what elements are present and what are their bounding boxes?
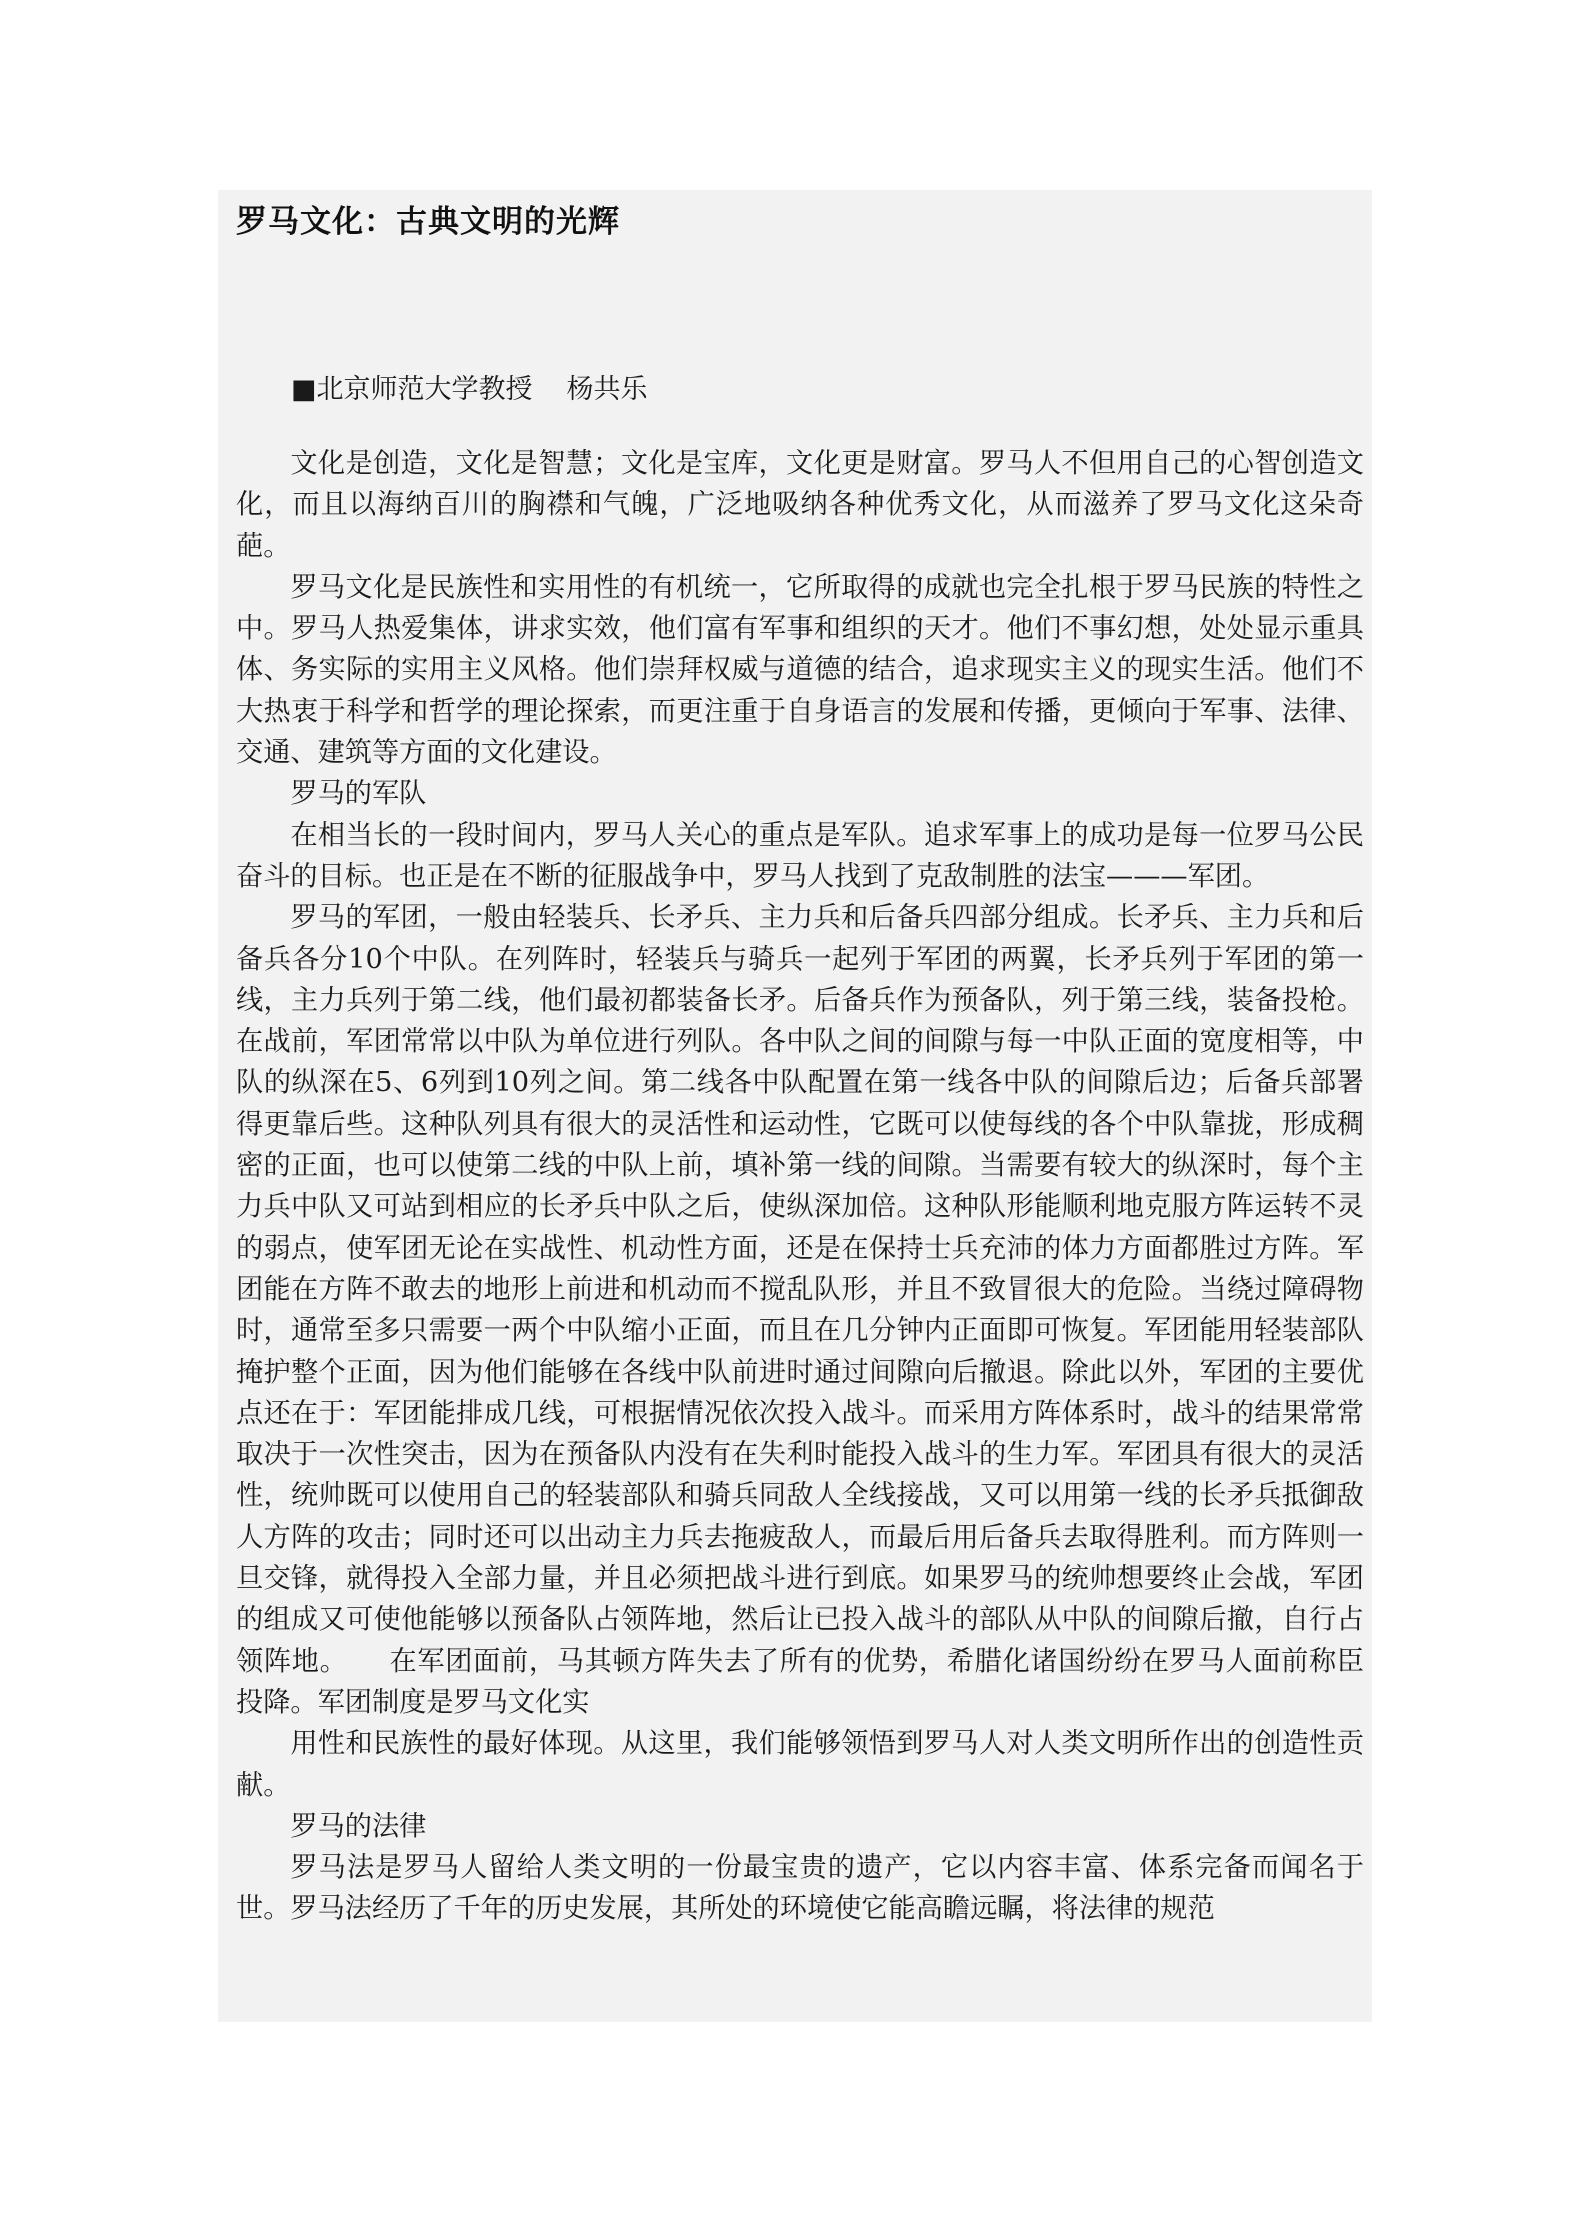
byline-marker: ■ xyxy=(291,374,317,405)
byline xyxy=(291,367,648,406)
paragraph: 罗马的军团，一般由轻装兵、长矛兵、主力兵和后备兵四部分组成。长矛兵、主力兵和后备兵各分10个中队。在列阵时，轻装兵与骑兵一起列于军团的两翼，长矛兵列于军团的第一线，主力兵列于第二线，他们最初都装备长矛。后备兵作为预备队，列于第三线，装备投枪。在战前，军团常常以中队为单位进行列队。各中队之间的间隙与每一中队正面的宽度相等，中队的纵深在5、6列到10列之间。第二线各中队配置在第一线各中队的间隙后边；后备兵部署得更靠后些。这种队列具有很大的灵活性和运动性，它既可以使每线的各个中队靠拢，形成稠密的正面，也可以使第二线的中队上前，填补第一线的间隙。当需要有较大的纵深时，每个主力兵中队又可站到相应的长矛兵中队之后，使纵深加倍。这种队形能顺利地克服方阵运转不灵的弱点，使军团无论在实战性、机动性方面，还是在保持士兵充沛的体力方面都胜过方阵。军团能在方阵不敢去的地形上前进和机动而不搅乱队形，并且不致冒很大的危险。当绕过障碍物时，通常至多只需要一两个中队缩小正面，而且在几分钟内正面即可恢复。军团能用轻装部队掩护整个正面，因为他们能够在各线中队前进时通过间隙向后撤退。除此以外，军团的主要优点还在于：军团能排成几线，可根据情况依次投入战斗。而采用方阵体系时，战斗的结果常常取决于一次性突击，因为在预备队内没有在失利时能投入战斗的生力军。军团具有很大的灵活性，统帅既可以使用自己的轻装部队和骑兵同敌人全线接战，又可以用第一线的长矛兵抵御敌人方阵的攻击；同时还可以出动主力兵去拖疲敌人，而最后用后备兵去取得胜利。而方阵则一旦交锋，就得投入全部力量，并且必须把战斗进行到底。如果罗马的统帅想要终止会战，军团的组成又可使他能够以预备队占领阵地，然后让已投入战斗的部队从中队的间隙后撤，自行占领阵地。 在军团面前，马其顿方阵失去了所有的优势，希腊化诸国纷纷在罗马人面前称臣投降。军团制度是罗马文化实 xyxy=(236,902,1364,1718)
article-title: 罗马文化：古典文明的光辉 xyxy=(236,204,620,240)
author-name: 杨共乐 xyxy=(566,374,648,405)
paragraph: 在相当长的一段时间内，罗马人关心的重点是军队。追求军事上的成功是每一位罗马公民奋斗的目标。也正是在不断的征服战争中，罗马人找到了克敌制胜的法宝———军团。 xyxy=(236,819,1364,892)
paragraph: 用性和民族性的最好体现。从这里，我们能够领悟到罗马人对人类文明所作出的创造性贡献。 xyxy=(236,1728,1364,1801)
section-heading-army: 罗马的军队 xyxy=(290,778,427,810)
paragraph: 文化是创造，文化是智慧；文化是宝库，文化更是财富。罗马人不但用自己的心智创造文化，而且以海纳百川的胸襟和气魄，广泛地吸纳各种优秀文化，从而滋养了罗马文化这朵奇葩。 xyxy=(236,448,1364,562)
article-body xyxy=(236,443,1364,1930)
section-heading-law: 罗马的法律 xyxy=(290,1810,427,1842)
author-affiliation: 北京师范大学教授 xyxy=(316,374,533,405)
paragraph: 罗马文化是民族性和实用性的有机统一，它所取得的成就也完全扎根于罗马民族的特性之中。罗马人热爱集体，讲求实效，他们富有军事和组织的天才。他们不事幻想，处处显示重具体、务实际的实用主义风格。他们崇拜权威与道德的结合，追求现实主义的现实生活。他们不大热衷于科学和哲学的理论探索，而更注重于自身语言的发展和传播，更倾向于军事、法律、交通、建筑等方面的文化建设。 xyxy=(236,571,1364,769)
paragraph: 罗马法是罗马人留给人类文明的一份最宝贵的遗产，它以内容丰富、体系完备而闻名于世。罗马法经历了千年的历史发展，其所处的环境使它能高瞻远瞩，将法律的规范 xyxy=(236,1852,1364,1925)
